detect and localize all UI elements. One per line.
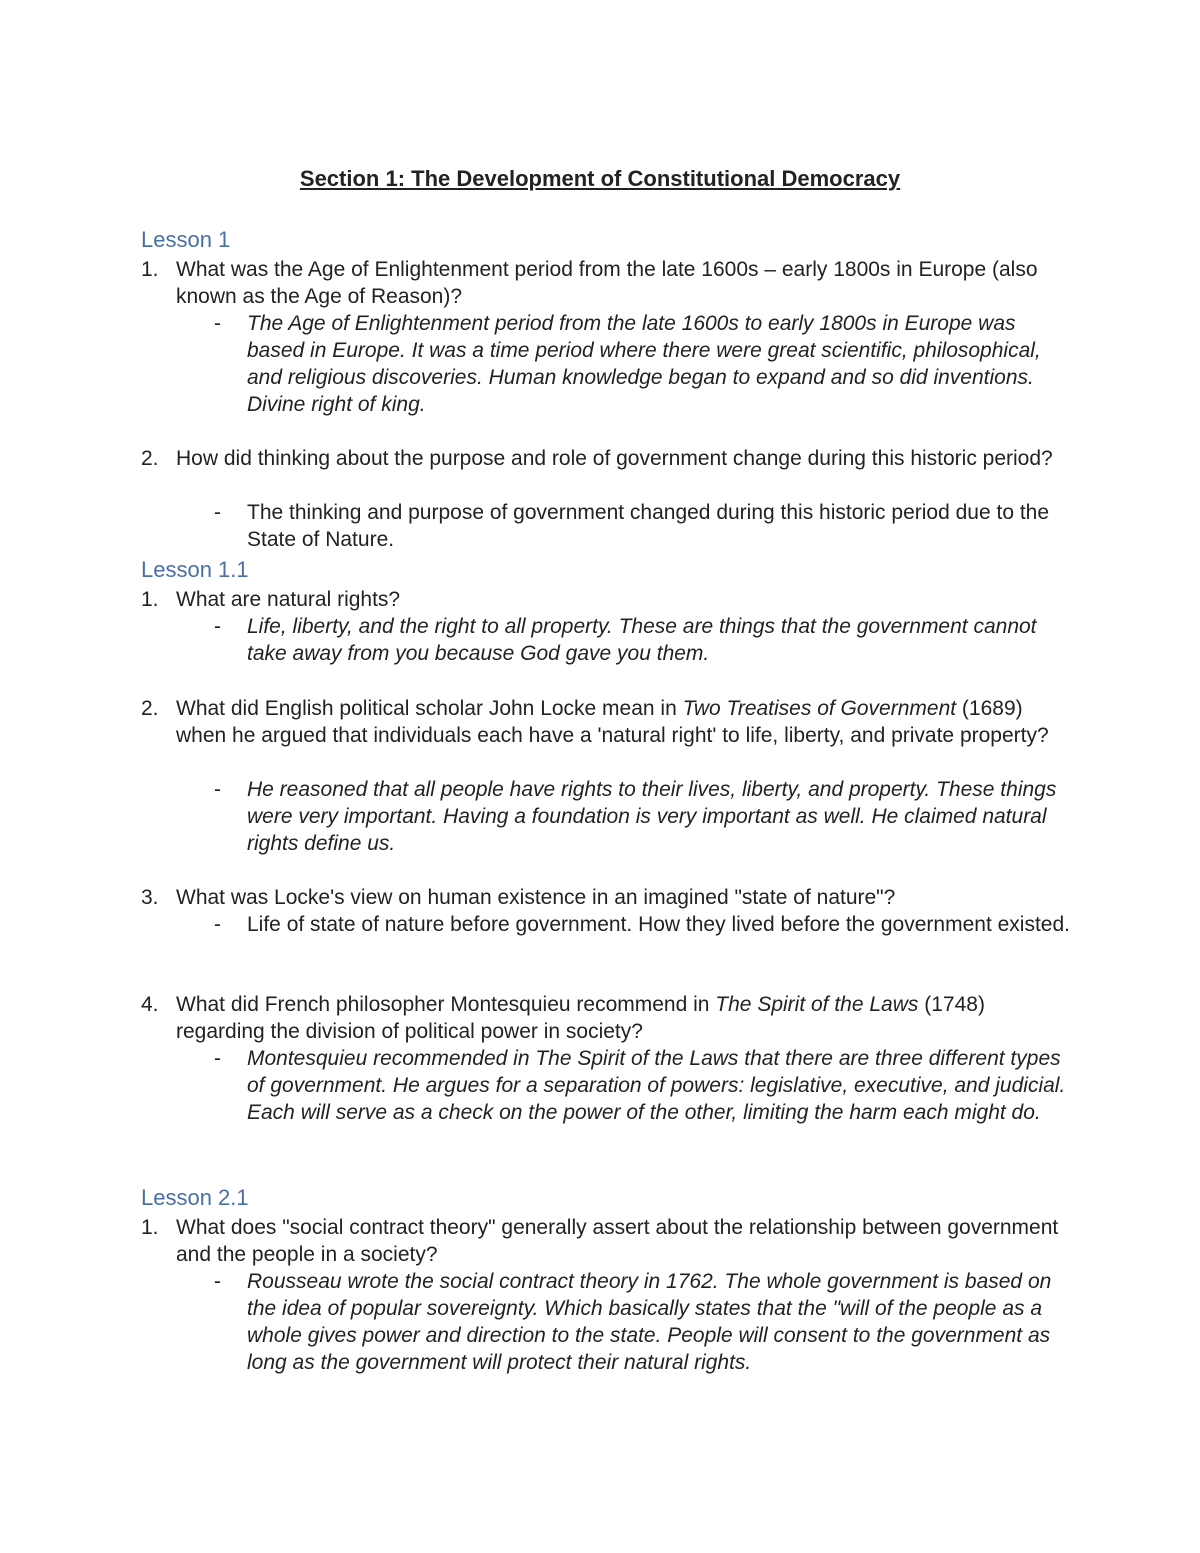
question-text: What does "social contract theory" generally assert about the relationship between government and the people in a society? <box>176 1216 1059 1266</box>
question-text-start: What did French philosopher Montesquieu recommend in <box>176 993 716 1016</box>
answer-bullet: - <box>214 1047 221 1070</box>
answer-bullet: - <box>214 501 221 524</box>
answer-bullet: - <box>214 1270 221 1293</box>
question <box>141 884 1076 911</box>
answer-text: The thinking and purpose of government changed during this historic period due to the State of Nature. <box>247 501 1050 551</box>
answer <box>214 776 1077 857</box>
question-number: 2. <box>141 447 159 470</box>
lesson-heading: Lesson 2.1 <box>141 1185 249 1210</box>
question-number: 2. <box>141 697 159 720</box>
question-text: What are natural rights? <box>176 588 401 611</box>
question <box>141 695 1076 749</box>
answer-text: The Age of Enlightenment period from the late 1600s to early 1800s in Europe was based in Europe. It was a time period where there were great scientific, philosophical, and religious discoveries. Human knowledge began to expand and so did inventions. Divine right of king. <box>247 312 1041 416</box>
answer <box>214 1268 1077 1376</box>
question <box>141 1214 1076 1268</box>
question-text: What was Locke's view on human existence in an imagined "state of nature"? <box>176 886 896 909</box>
question <box>141 991 1076 1045</box>
question-text-start: What did English political scholar John Locke mean in <box>176 697 683 720</box>
answer-text: Life, liberty, and the right to all property. These are things that the government cannot take away from you because God gave you them. <box>247 615 1037 665</box>
question-text: How did thinking about the purpose and role of government change during this historic period? <box>176 447 1053 470</box>
book-title: Two Treatises of Government <box>682 697 957 720</box>
answer <box>214 499 1077 553</box>
answer-text: Rousseau wrote the social contract theory in 1762. The whole government is based on the idea of popular sovereignty. Which basically states that the "will of the people as a whole gives power and direction to the state. People will consent to the government as long as the government will protect their natural rights. <box>247 1270 1052 1374</box>
question-number: 1. <box>141 258 159 281</box>
question <box>141 445 1076 472</box>
answer <box>214 613 1077 667</box>
answer-text: Life of state of nature before government. How they lived before the government existed. <box>247 913 1070 936</box>
question-number: 1. <box>141 1216 159 1239</box>
question-number: 4. <box>141 993 159 1016</box>
answer-bullet: - <box>214 615 221 638</box>
lesson-heading: Lesson 1.1 <box>141 557 249 582</box>
question-number: 3. <box>141 886 159 909</box>
answer-bullet: - <box>214 778 221 801</box>
question <box>141 586 1076 613</box>
question <box>141 256 1076 310</box>
answer-text: He reasoned that all people have rights to their lives, liberty, and property. These things were very important. Having a foundation is very important as well. He claimed natural rights define us. <box>247 778 1057 855</box>
answer-bullet: - <box>214 913 221 936</box>
book-title: The Spirit of the Laws <box>715 993 919 1016</box>
answer <box>214 1045 1077 1126</box>
lesson-heading: Lesson 1 <box>141 227 231 252</box>
answer-bullet: - <box>214 312 221 335</box>
question-text-end: (1689) when he argued that individuals each have a 'natural right' to life, liberty, and private property? <box>176 697 1049 747</box>
answer-text: Montesquieu recommended in The Spirit of the Laws that there are three different types of government. He argues for a separation of powers: legislative, executive, and judicial. Each will serve as a check on the power of the other, limiting the harm each might do. <box>247 1047 1066 1124</box>
question-text: What was the Age of Enlightenment period from the late 1600s – early 1800s in Europe (also known as the Age of Reason)? <box>176 258 1038 308</box>
answer <box>214 310 1077 418</box>
question-text-end: (1748) regarding the division of political power in society? <box>176 993 985 1043</box>
answer <box>214 911 1077 938</box>
section-title: Section 1: The Development of Constitutional Democracy <box>299 166 901 191</box>
question-number: 1. <box>141 588 159 611</box>
